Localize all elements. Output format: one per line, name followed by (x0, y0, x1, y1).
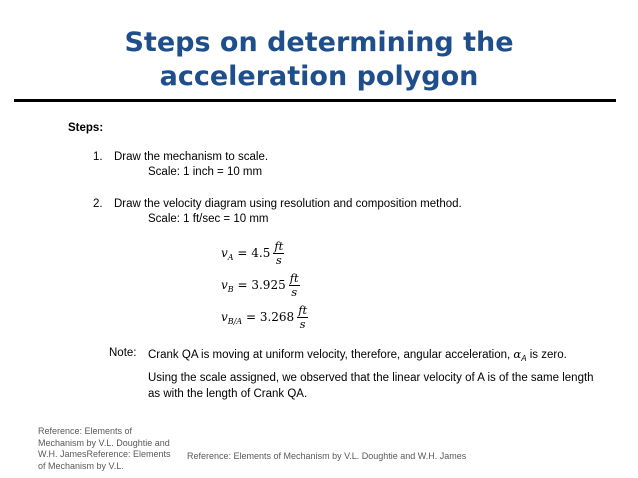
step-2-text: Draw the velocity diagram using resolution and composition method. (114, 198, 462, 210)
fraction-numerator: ft (289, 270, 299, 285)
note-label: Note: (109, 347, 137, 359)
step-1-scale: Scale: 1 inch = 10 mm (148, 166, 263, 178)
note-line-1 (148, 347, 567, 363)
equation-var: v (221, 246, 228, 260)
note-line-2: Using the scale assigned, we observed that the linear velocity of A is of the same length (148, 372, 594, 384)
step-2-scale: Scale: 1 ft/sec = 10 mm (148, 213, 269, 225)
unit-fraction (273, 240, 284, 267)
equation-var: v (221, 310, 228, 324)
equation-subscript: B/A (227, 316, 243, 326)
note-line-3: as with the length of Crank QA. (148, 388, 308, 400)
equation-velocity-a: v A = 4.5 $\frac{ft}{s}$ (221, 238, 284, 267)
fraction-denominator: s (291, 284, 298, 299)
reference-footnote-left: Reference: Elements of Mechanism by V.L. Doughtie and W.H. JamesReference: Elements of Mechanism by V.L. (38, 426, 171, 471)
unit-fraction (289, 272, 300, 299)
equation-subscript: A (227, 252, 234, 262)
slide-title-line-1: Steps on determining the (124, 27, 514, 58)
alpha-subscript: A (521, 354, 527, 363)
equation-subscript: B (227, 284, 234, 294)
note-line-1-text: Crank QA is moving at uniform velocity, therefore, angular acceleration, (148, 349, 514, 361)
slide-title-line-2: acceleration polygon (159, 61, 479, 92)
title-divider (14, 99, 616, 102)
step-1-text: Draw the mechanism to scale. (114, 151, 269, 163)
equation-value: 3.268 (259, 310, 295, 324)
equation-value: 3.925 (251, 278, 286, 292)
fraction-denominator: s (275, 252, 282, 267)
step-1-number: 1. (93, 151, 103, 163)
alpha-symbol: α (513, 347, 522, 361)
fraction-denominator: s (299, 316, 306, 331)
slide-title (0, 26, 638, 94)
equation-velocity-ba: v B/A = 3.268 $\frac{ft}{s}$ (221, 302, 308, 331)
steps-heading: Steps: (68, 122, 104, 134)
step-2-number: 2. (93, 198, 103, 210)
reference-footnote-right: Reference: Elements of Mechanism by V.L. Doughtie and W.H. James (187, 451, 467, 461)
equation-velocity-b: v B = 3.925 $\frac{ft}{s}$ (221, 270, 299, 299)
unit-fraction (297, 304, 308, 331)
fraction-numerator: ft (274, 238, 284, 253)
note-line-1-end: is zero. (526, 349, 567, 361)
equation-value: 4.5 (251, 246, 271, 260)
equation-var: v (221, 278, 228, 292)
fraction-numerator: ft (298, 302, 308, 317)
